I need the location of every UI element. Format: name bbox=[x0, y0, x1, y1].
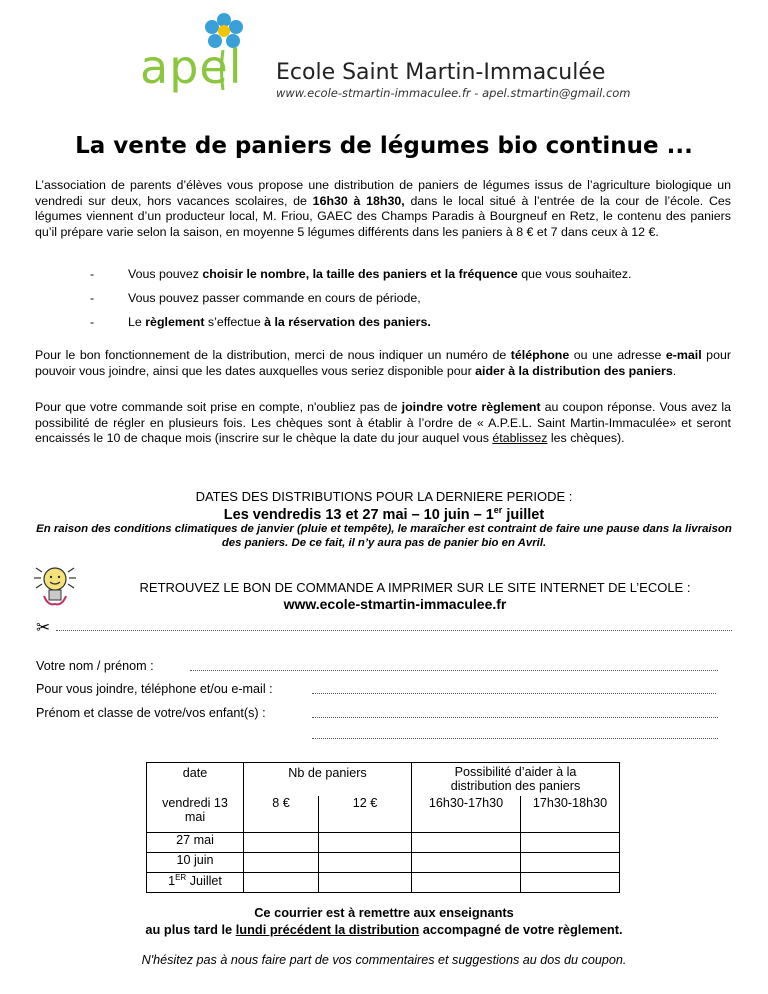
p3-e: les chèques). bbox=[547, 431, 625, 446]
table-header-row bbox=[147, 763, 620, 797]
p2-e: pour pouvoir vous joindre, ainsi que les dates auxquelles vous seriez disponible pour bbox=[35, 348, 731, 378]
header-help: Possibilité d’aider à la distribution des paniers bbox=[412, 763, 620, 797]
qty-12-cell[interactable] bbox=[319, 873, 412, 893]
qty-8-cell[interactable] bbox=[244, 853, 319, 873]
table-row bbox=[147, 853, 620, 873]
dates-big-a: Les vendredis 13 et 27 mai – 10 juin – 1 bbox=[223, 506, 494, 523]
child-field-2[interactable] bbox=[312, 738, 718, 739]
order-site: www.ecole-stmartin-immaculee.fr bbox=[283, 596, 507, 612]
order-line: RETROUVEZ LE BON DE COMMANDE A IMPRIMER SUR LE SITE INTERNET DE L’ECOLE : bbox=[139, 580, 691, 595]
p2-a: Pour le bon fonctionnement de la distribution, merci de nous indiquer un numéro de bbox=[35, 348, 511, 362]
qty-8-cell[interactable] bbox=[244, 873, 319, 893]
help-1-cell[interactable] bbox=[412, 853, 521, 873]
sub-time-2: 17h30-18h30 bbox=[521, 796, 620, 833]
qty-12-cell[interactable] bbox=[319, 833, 412, 853]
p3-d: établissez bbox=[492, 431, 548, 446]
help-2-cell[interactable] bbox=[521, 873, 620, 893]
contact-label: Pour vous joindre, téléphone et/ou e-mail : bbox=[36, 682, 273, 696]
date-cell bbox=[147, 873, 244, 893]
cut-line bbox=[56, 630, 732, 631]
bullet-1-c: que vous souhaitez. bbox=[517, 267, 632, 281]
footer-line-3: N'hésitez pas à nous faire part de vos commentaires et suggestions au dos du coupon. bbox=[141, 953, 627, 967]
intro-text-c: dans le local situé à l’entrée de la cour de l’école. Ces légumes viennent d’un producteur local, M. Friou, GAEC des Champs Paradis à Bourgneuf en Retz, le contenu des paniers qu’il prépare varie selon la saison, en moyenne 5 légumes différents dans les paniers à 8 € et 7 dans ceux à 12 €. bbox=[35, 193, 731, 239]
bullet-3 bbox=[128, 315, 431, 329]
bullet-3-a: Le bbox=[128, 315, 146, 329]
bullet-3-b: règlement bbox=[145, 315, 205, 329]
help-2-cell[interactable] bbox=[521, 853, 620, 873]
name-field[interactable] bbox=[190, 670, 718, 671]
bullet-dash: - bbox=[90, 315, 95, 329]
table-row bbox=[147, 873, 620, 893]
footer-line-1: Ce courrier est à remettre aux enseignants bbox=[254, 905, 514, 920]
bullet-dash: - bbox=[90, 291, 95, 305]
dates-list bbox=[0, 505, 768, 523]
bullet-3-d: à la réservation des paniers. bbox=[264, 315, 431, 329]
scissors-icon: ✂ bbox=[36, 618, 51, 638]
date-cell: vendredi 13 mai bbox=[147, 796, 244, 833]
apel-logo bbox=[140, 10, 260, 100]
p2-b: téléphone bbox=[510, 348, 570, 362]
qty-8-cell[interactable] bbox=[244, 833, 319, 853]
intro-text-a: L’association de parents d’élèves vous propose une distribution de paniers de légumes issus de l’agriculture biologique un vendredi sur deux, hors vacances scolaires, de bbox=[35, 178, 731, 208]
p3-a: Pour que votre commande soit prise en compte, n'oubliez pas de bbox=[35, 400, 402, 414]
help-1-cell[interactable] bbox=[412, 833, 521, 853]
footer-2-a: au plus tard le bbox=[145, 922, 236, 937]
child-field[interactable] bbox=[312, 717, 718, 718]
qty-12-cell[interactable] bbox=[319, 853, 412, 873]
bullet-2: Vous pouvez passer commande en cours de période, bbox=[128, 291, 421, 305]
dates-big-sup: er bbox=[493, 505, 503, 515]
footer-2-b: lundi précédent la distribution bbox=[235, 922, 420, 937]
name-label: Votre nom / prénom : bbox=[36, 659, 154, 673]
help-2-cell[interactable] bbox=[521, 833, 620, 853]
order-table bbox=[146, 762, 620, 893]
p3-b: joindre votre règlement bbox=[401, 400, 541, 414]
header-nb: Nb de paniers bbox=[244, 763, 412, 797]
p2-c: ou une adresse bbox=[569, 348, 666, 362]
school-name: Ecole Saint Martin-Immaculée bbox=[276, 60, 606, 85]
p3-c: au coupon réponse. Vous avez la possibilité de régler en plusieurs fois. Les chèques sont à établir à l’ordre de « A.P.E.L. Saint Martin-Immaculée» et seront encaissés le 10 de chaque mois (inscrire sur le chèque la date du jour auquel vous bbox=[35, 400, 731, 446]
weather-note: En raison des conditions climatiques de janvier (pluie et tempête), le maraîcher est contraint de faire une pause dans la livraison des paniers. De ce fait, il n’y aura pas de panier bio en Avril. bbox=[36, 523, 732, 549]
school-contact: www.ecole-stmartin-immaculee.fr - apel.stmartin@gmail.com bbox=[276, 86, 631, 100]
p2-g: . bbox=[672, 363, 677, 378]
d4-b: Juillet bbox=[186, 874, 222, 889]
d4-sup: ER bbox=[175, 873, 187, 882]
date-cell: 27 mai bbox=[147, 833, 244, 853]
date-cell: 10 juin bbox=[147, 853, 244, 873]
page-title: La vente de paniers de légumes bio continue ... bbox=[75, 133, 693, 159]
header-date: date bbox=[147, 763, 244, 797]
child-label: Prénom et classe de votre/vos enfant(s) : bbox=[36, 706, 266, 720]
table-row bbox=[147, 796, 620, 833]
intro-hours: 16h30 à 18h30, bbox=[312, 193, 405, 208]
payment-paragraph bbox=[35, 400, 731, 447]
contact-field[interactable] bbox=[312, 693, 716, 694]
sub-8: 8 € bbox=[244, 796, 319, 833]
intro-paragraph bbox=[35, 178, 731, 240]
bullet-dash: - bbox=[90, 267, 95, 281]
bullet-1 bbox=[128, 267, 631, 281]
contact-paragraph bbox=[35, 348, 731, 379]
footer-2-c: accompagné de votre règlement. bbox=[419, 922, 623, 937]
footer-line-2 bbox=[0, 921, 768, 938]
sub-12: 12 € bbox=[319, 796, 412, 833]
dates-big-b: juillet bbox=[502, 506, 545, 523]
p2-d: e-mail bbox=[665, 348, 702, 362]
bullet-1-b: choisir le nombre, la taille des paniers et la fréquence bbox=[202, 267, 518, 281]
table-row bbox=[147, 833, 620, 853]
d4-a: 1 bbox=[168, 874, 176, 889]
p2-f: aider à la distribution des paniers bbox=[475, 363, 673, 378]
help-1-cell[interactable] bbox=[412, 873, 521, 893]
logo-text: apel bbox=[140, 40, 243, 94]
sub-time-1: 16h30-17h30 bbox=[412, 796, 521, 833]
dates-heading: DATES DES DISTRIBUTIONS POUR LA DERNIERE PERIODE : bbox=[195, 489, 573, 504]
bullet-1-a: Vous pouvez bbox=[128, 267, 203, 281]
bullet-3-c: s’effectue bbox=[204, 315, 265, 329]
